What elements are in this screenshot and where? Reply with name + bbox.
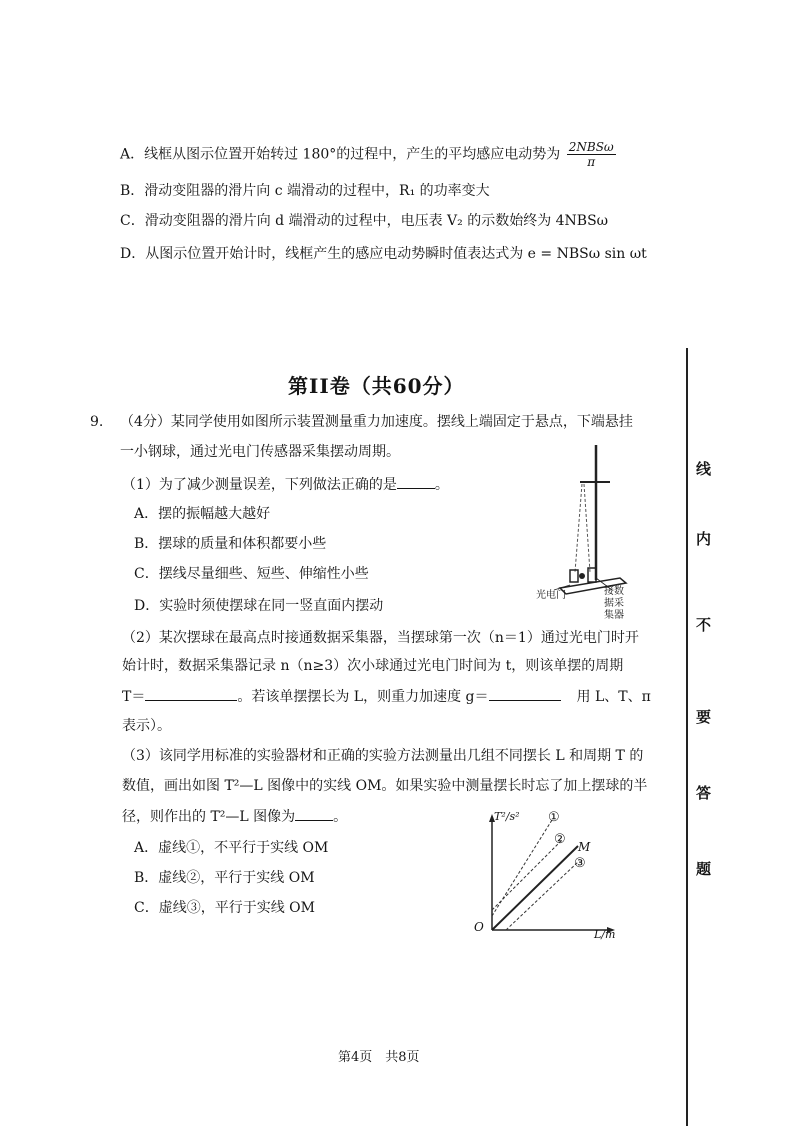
q9-intro-line1: （4分）某同学使用如图所示装置测量重力加速度。摆线上端固定于悬点，下端悬挂 <box>120 414 633 430</box>
part3-stem-text: 径，则作出的 T²—L 图像为 <box>122 809 296 825</box>
option-a-text: A．线框从图示位置开始转过 180°的过程中，产生的平均感应电动势为 <box>120 146 561 163</box>
answer-blank <box>397 474 435 489</box>
q9-intro-line2: 一小钢球，通过光电门传感器采集摆动周期。 <box>120 444 400 460</box>
q9-part3-line1: （3）该同学用标准的实验器材和正确的实验方法测量出几组不同摆长 L 和周期 T 的 <box>122 748 644 764</box>
option-c: C．滑动变阻器的滑片向 d 端滑动的过程中，电压表 V₂ 的示数始终为 4NBSω <box>120 213 609 229</box>
q9-part1-stem <box>122 474 449 495</box>
graph-line-3-label: ③ <box>574 856 586 871</box>
question-number: 9. <box>90 414 104 430</box>
option-a-fraction <box>567 140 616 169</box>
graph-y-label: T²/s² <box>494 810 520 823</box>
graph-line-2-label: ② <box>554 832 566 847</box>
section-title: 第II卷（共60分） <box>288 374 465 398</box>
photogate <box>570 570 578 582</box>
gravity-hint: 用 L、T、π <box>576 689 651 705</box>
q9-part2-line4: 表示）。 <box>122 718 171 734</box>
binding-char-4: 要 <box>696 708 712 726</box>
binding-char-2: 内 <box>696 530 712 548</box>
pendulum-string-left <box>575 484 582 572</box>
option-b: B．滑动变阻器的滑片向 c 端滑动的过程中，R₁ 的功率变大 <box>120 183 490 199</box>
option-d: D．从图示位置开始计时，线框产生的感应电动势瞬时值表达式为 e = NBSω sin ωt <box>120 246 647 262</box>
q9-part3-line2: 数值，画出如图 T²—L 图像中的实线 OM。如果实验中测量摆长时忘了加上摆球的半 <box>122 778 648 794</box>
q9-part1-option-d: D．实验时须使摆球在同一竖直面内摆动 <box>134 598 384 614</box>
binding-char-5: 答 <box>696 784 712 802</box>
photogate-label: 光电门 <box>536 590 566 601</box>
q9-part3-option-b: B．虚线②，平行于实线 OM <box>134 870 315 886</box>
graph-line-m-label: M <box>578 840 591 854</box>
period-blank <box>145 686 237 701</box>
part1-stem-text: （1）为了减少测量误差，下列做法正确的是 <box>122 477 397 493</box>
page-footer: 第4页 共8页 <box>338 1050 420 1065</box>
pendulum-string-right <box>584 484 590 572</box>
binding-char-6: 题 <box>696 860 712 878</box>
q9-part2-line3 <box>122 686 651 707</box>
q9-part3-line3 <box>122 806 347 827</box>
dashed-line-3 <box>506 862 578 930</box>
graph-origin-label: O <box>474 920 484 934</box>
binding-char-3: 不 <box>696 616 712 634</box>
binding-line <box>686 348 688 1126</box>
graph-line-1-label: ① <box>548 810 560 825</box>
option-a <box>120 140 616 169</box>
period-label: T＝ <box>122 689 146 705</box>
gravity-label: 。若该单摆摆长为 L，则重力加速度 g＝ <box>237 689 489 705</box>
gravity-blank <box>489 686 561 701</box>
q9-part2-line2: 始计时，数据采集器记录 n（n≥3）次小球通过光电门时间为 t，则该单摆的周期 <box>122 658 624 674</box>
q9-part2-line1: （2）某次摆球在最高点时接通数据采集器，当摆球第一次（n＝1）通过光电门时开 <box>122 630 639 646</box>
part3-blank <box>295 806 333 821</box>
q9-part1-option-c: C．摆线尽量细些、短些、伸缩性小些 <box>134 566 369 582</box>
fraction-numerator: 2NBSω <box>568 140 614 154</box>
t2-l-graph <box>470 810 620 940</box>
q9-part1-option-a: A．摆的振幅越大越好 <box>134 506 271 522</box>
q9-part3-option-c: C．虚线③，平行于实线 OM <box>134 900 315 916</box>
binding-char-1: 线 <box>696 460 712 478</box>
line-om <box>492 846 578 930</box>
q9-part3-option-a: A．虚线①，不平行于实线 OM <box>134 840 329 856</box>
graph-x-label: L/m <box>594 928 616 941</box>
part1-stem-end: 。 <box>434 477 449 493</box>
part3-stem-end: 。 <box>333 809 348 825</box>
dashed-line-2 <box>492 840 562 910</box>
collector-label: 接数据采集器 <box>604 586 624 621</box>
q9-part1-option-b: B．摆球的质量和体积都要小些 <box>134 536 327 552</box>
fraction-denominator: π <box>587 155 596 169</box>
steel-ball <box>579 573 585 579</box>
